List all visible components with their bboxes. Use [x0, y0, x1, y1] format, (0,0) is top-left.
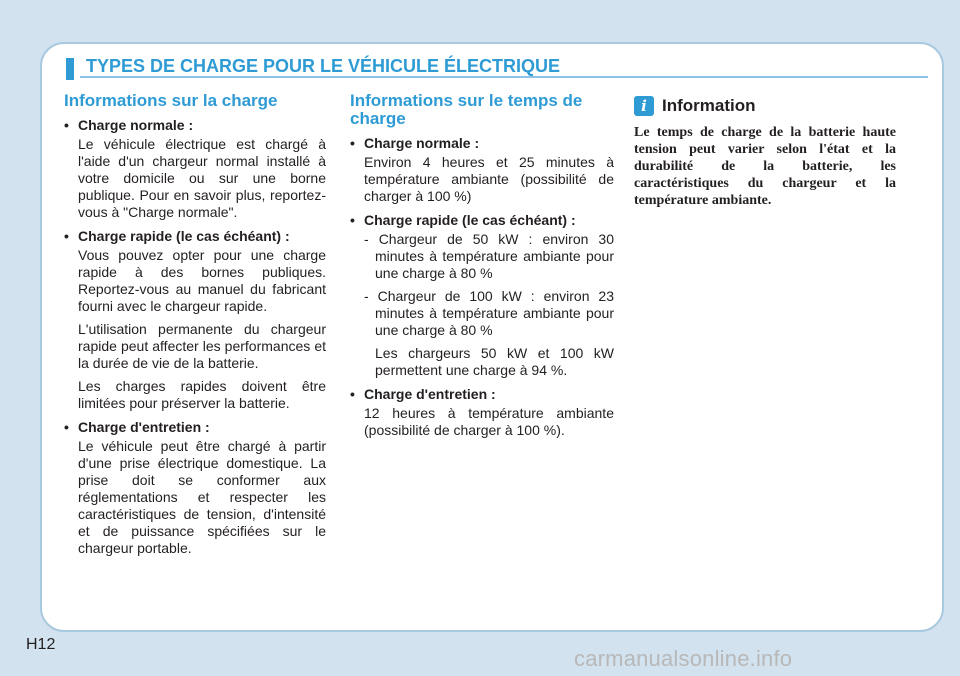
body-text: L'utilisation permanente du chargeur rapide peut affecter les performances et la durée de vie de la batterie. [78, 321, 326, 371]
body-text: Environ 4 heures et 25 minutes à température ambiante (possibilité de charger à 100 %) [364, 154, 614, 204]
charge-time-heading: Informations sur le temps de charge [350, 91, 583, 128]
body-text: 12 heures à température ambiante (possibilité de charger à 100 %). [364, 405, 614, 438]
bullet-label: • Charge normale : [350, 134, 614, 152]
charge-time-column [350, 92, 614, 445]
body-text: Le véhicule peut être chargé à partir d'une prise électrique domestique. La prise doit se conformer aux réglementations et respecter les caractéristiques de tension, d'intensité et de puissance spécifiées sur le chargeur portable. [78, 438, 326, 556]
body-text: Les chargeurs 50 kW et 100 kW permettent une charge à 94 %. [375, 345, 614, 378]
bullet-label: • Charge normale : [64, 116, 326, 134]
info-icon: i [634, 96, 654, 116]
bullet-label: • Charge rapide (le cas échéant) : [350, 211, 614, 229]
dash-item: - Chargeur de 100 kW : environ 23 minutes à température ambiante pour une charge à 80 % [364, 288, 614, 338]
list-item [64, 418, 326, 557]
list-item [64, 227, 326, 412]
title-accent-bar [66, 58, 74, 80]
bullet-label: • Charge rapide (le cas échéant) : [64, 227, 326, 245]
body-text: Les charges rapides doivent être limitées pour préserver la batterie. [78, 378, 326, 411]
body-text: Le véhicule électrique est chargé à l'aide d'un chargeur normal installé à votre domicile ou sur une borne publique. Pour en savoir plus, reportez-vous à "Charge normale". [78, 136, 326, 220]
information-column [634, 96, 896, 209]
charge-info-column [64, 92, 326, 563]
information-text: Le temps de charge de la batterie haute tension peut varier selon l'état et la durabilité de la batterie, les caractéristiques du chargeur et la température ambiante. [634, 125, 896, 208]
list-item [350, 385, 614, 439]
list-item [350, 134, 614, 205]
information-title: Information [662, 96, 756, 115]
watermark: carmanualsonline.info [574, 646, 793, 671]
information-header [634, 96, 896, 116]
bullet-label: • Charge d'entretien : [350, 385, 614, 403]
page-title: TYPES DE CHARGE POUR LE VÉHICULE ÉLECTRIQUE [86, 56, 561, 76]
bullet-label: • Charge d'entretien : [64, 418, 326, 436]
list-item [64, 116, 326, 221]
page-number: H12 [26, 636, 56, 653]
charge-info-heading: Informations sur la charge [64, 91, 278, 110]
dash-item: - Chargeur de 50 kW : environ 30 minutes à température ambiante pour une charge à 80 % [364, 231, 614, 281]
body-text: Vous pouvez opter pour une charge rapide à des bornes publiques. Reportez-vous au manuel du fabricant fourni avec le chargeur rapide. [78, 247, 326, 314]
list-item [350, 211, 614, 379]
